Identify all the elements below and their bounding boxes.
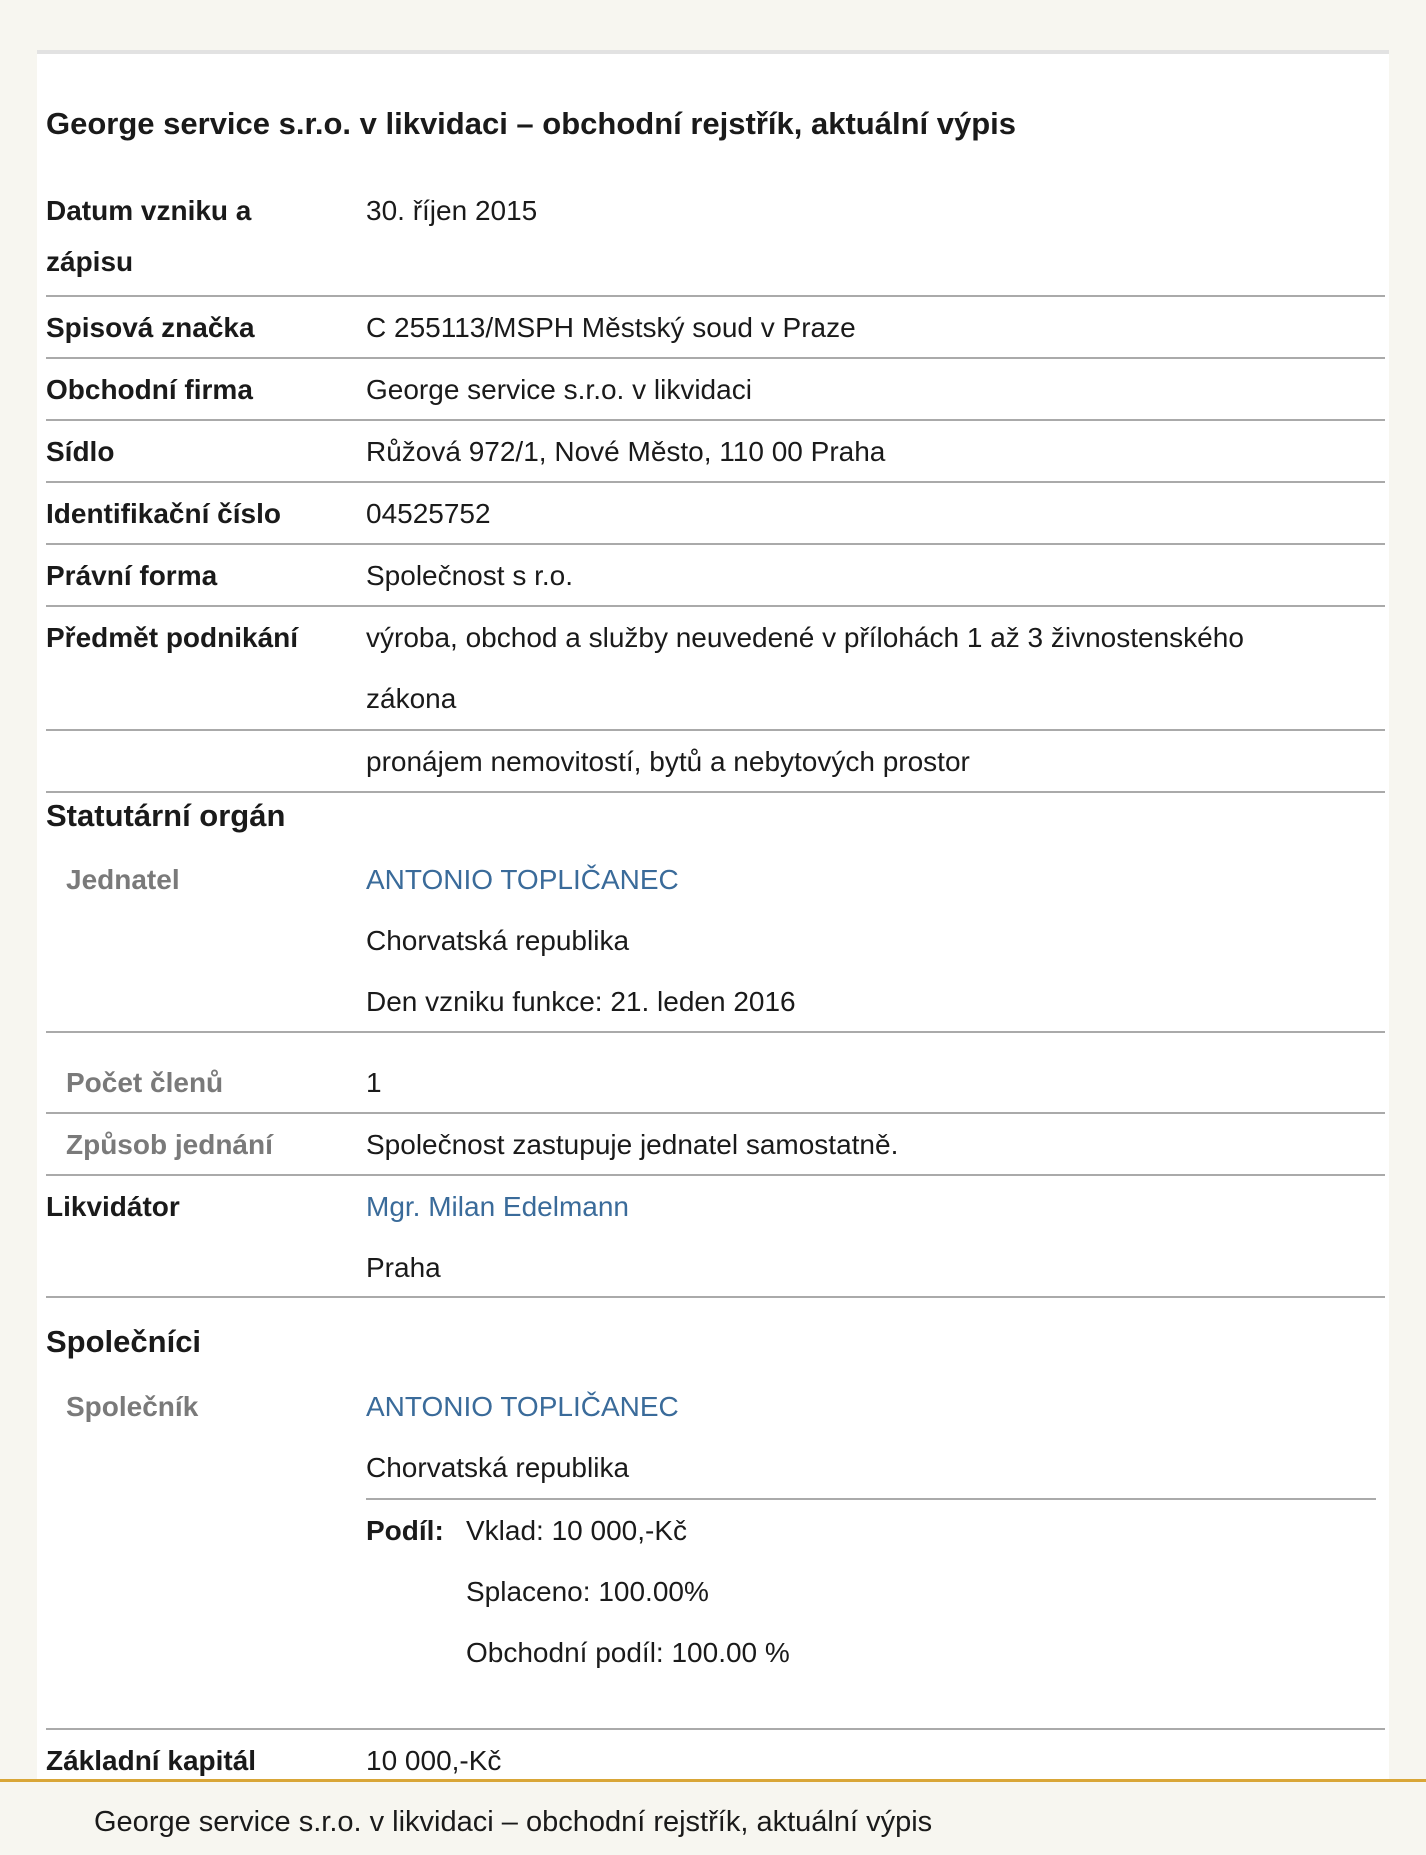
label-pravni-forma: Právní forma [46, 560, 218, 591]
value-podil [466, 1500, 790, 1683]
label-pocet-clenu: Počet členů [66, 1067, 224, 1098]
value-pravni-forma: Společnost s r.o. [366, 560, 574, 591]
value-pocet-clenu: 1 [366, 1067, 382, 1098]
row-obchodni-firma [46, 359, 1385, 421]
label-datum-vzniku: Datum vzniku a zápisu [46, 195, 252, 277]
podil-vklad: Vklad: 10 000,-Kč [466, 1515, 688, 1546]
spolecnik-country: Chorvatská republika [366, 1452, 630, 1483]
label-predmet-podnikani: Předmět podnikání [46, 622, 299, 653]
row-predmet-podnikani [46, 607, 1385, 731]
jednatel-country: Chorvatská republika [366, 925, 630, 956]
label-zakladni-kapital: Základní kapitál [46, 1745, 257, 1776]
row-identifikacni-cislo [46, 483, 1385, 545]
row-spisova-znacka [46, 297, 1385, 359]
label-spolecnik: Společník [66, 1391, 199, 1422]
value-zakladni-kapital: 10 000,-Kč [366, 1745, 502, 1776]
podil-splaceno: Splaceno: 100.00% [466, 1576, 709, 1607]
row-predmet-podnikani-2 [46, 731, 1385, 793]
value-identifikacni-cislo: 04525752 [366, 498, 491, 529]
row-datum-vzniku [46, 185, 1385, 297]
label-obchodni-firma: Obchodní firma [46, 374, 253, 405]
likvidator-name-link[interactable]: Mgr. Milan Edelmann [366, 1191, 630, 1222]
value-spolecnik [366, 1376, 1385, 1498]
footer-bar [0, 1779, 1426, 1855]
section-spolecnici: Společníci [46, 1324, 202, 1359]
value-datum-vzniku: 30. říjen 2015 [366, 195, 538, 226]
row-pravni-forma [46, 545, 1385, 607]
row-pocet-clenu [46, 1052, 1385, 1114]
value-sidlo: Růžová 972/1, Nové Město, 110 00 Praha [366, 436, 886, 467]
spolecnik-name-link[interactable]: ANTONIO TOPLIČANEC [366, 1391, 679, 1422]
page-title: George service s.r.o. v likvidaci – obchodní rejstřík, aktuální výpis [46, 106, 1017, 141]
label-identifikacni-cislo: Identifikační číslo [46, 498, 281, 529]
label-spisova-znacka: Spisová značka [46, 312, 255, 343]
label-podil: Podíl: [366, 1515, 444, 1546]
register-card [37, 50, 1389, 1784]
value-spisova-znacka: C 255113/MSPH Městský soud v Praze [366, 312, 856, 343]
row-jednatel [46, 849, 1385, 1033]
value-jednatel [366, 849, 1385, 1032]
row-sidlo [46, 421, 1385, 483]
row-spolecnik [46, 1376, 1385, 1730]
label-jednatel: Jednatel [66, 864, 180, 895]
podil-obchodni-podil: Obchodní podíl: 100.00 % [466, 1637, 790, 1668]
value-likvidator [366, 1176, 1385, 1298]
value-predmet-podnikani-1: výroba, obchod a služby neuvedené v přílohách 1 až 3 živnostenského zákona [366, 622, 1244, 714]
footer-title: George service s.r.o. v likvidaci – obchodní rejstřík, aktuální výpis [94, 1806, 933, 1838]
value-predmet-podnikani-2: pronájem nemovitostí, bytů a nebytových prostor [366, 746, 970, 777]
jednatel-since: Den vzniku funkce: 21. leden 2016 [366, 986, 796, 1017]
row-likvidator [46, 1176, 1385, 1298]
section-statutarni-organ: Statutární orgán [46, 798, 286, 833]
label-zpusob-jednani: Způsob jednání [66, 1129, 273, 1160]
value-obchodni-firma: George service s.r.o. v likvidaci [366, 374, 752, 405]
jednatel-name-link[interactable]: ANTONIO TOPLIČANEC [366, 864, 679, 895]
label-sidlo: Sídlo [46, 436, 115, 467]
row-zpusob-jednani [46, 1114, 1385, 1176]
likvidator-city: Praha [366, 1252, 441, 1283]
value-zpusob-jednani: Společnost zastupuje jednatel samostatně. [366, 1129, 899, 1160]
label-likvidator: Likvidátor [46, 1191, 180, 1222]
